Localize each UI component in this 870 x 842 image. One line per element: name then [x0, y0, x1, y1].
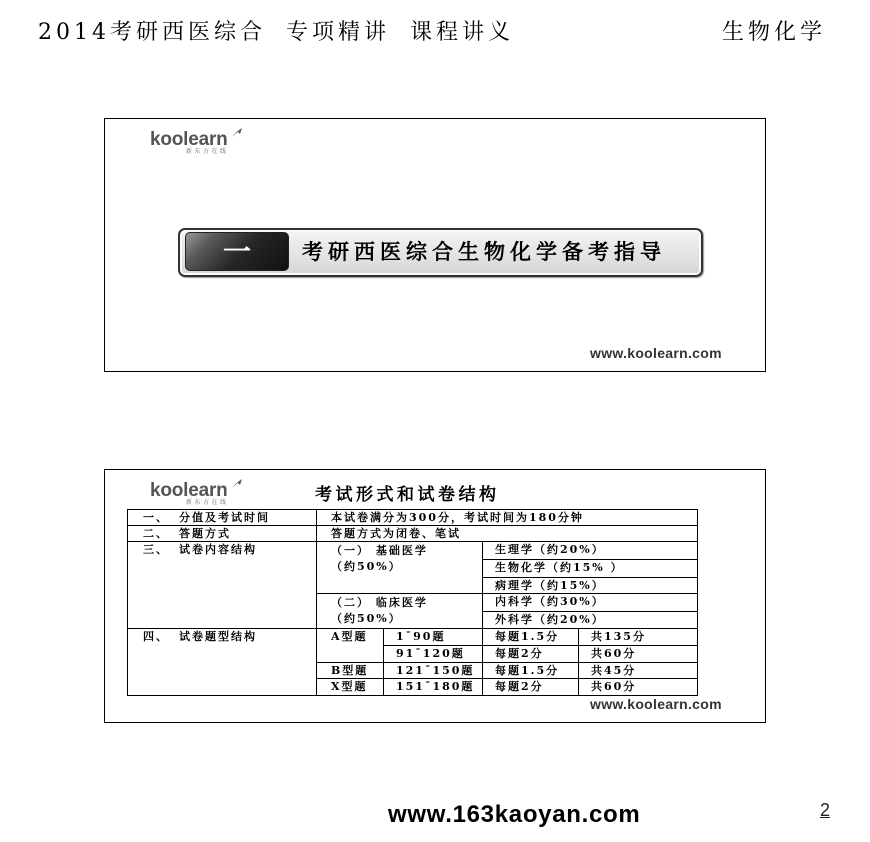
koolearn-logo	[150, 470, 260, 510]
row-label-cell	[128, 629, 317, 696]
row-label: 分值及考试时间	[179, 511, 270, 524]
question-type-cell: A型题	[317, 629, 384, 663]
slide-website: www.koolearn.com	[590, 345, 722, 361]
row-number: 四、	[143, 630, 169, 643]
content-group-cell	[317, 542, 483, 594]
slide-cover	[104, 118, 766, 372]
points-total-cell: 共45分	[579, 663, 698, 679]
points-each-cell: 每题1.5分	[483, 663, 579, 679]
subject-cell: 生理学（约20%）	[483, 542, 698, 560]
table-row-content	[128, 542, 698, 560]
table-row-answer-mode	[128, 526, 698, 542]
question-range-cell: 91¯120题	[384, 646, 483, 663]
slide-exam-structure	[104, 469, 766, 723]
content-group-name: （二） 临床医学	[331, 596, 428, 609]
table-row-question-type	[128, 629, 698, 646]
header-subject: 生物化学	[722, 20, 827, 45]
row-number: 三、	[143, 543, 169, 556]
question-type-cell: B型题	[317, 663, 384, 679]
koolearn-logo	[150, 119, 260, 159]
header-doc-type: 课程讲义	[410, 20, 515, 45]
content-group-share: （约50%）	[331, 612, 402, 625]
subject-cell: 内科学（约30%）	[483, 594, 698, 612]
logo-tagline: 新东方在线	[186, 148, 229, 155]
answer-mode-value: 答题方式为闭卷、笔试	[317, 526, 698, 542]
logo-wordmark: koolearn	[150, 129, 228, 150]
row-label: 答题方式	[179, 527, 231, 540]
slide-website: www.koolearn.com	[590, 696, 722, 712]
row-label: 试卷内容结构	[179, 543, 257, 556]
section-number: 一	[185, 232, 289, 271]
points-each-cell: 每题2分	[483, 646, 579, 663]
question-range-cell: 1¯90题	[384, 629, 483, 646]
question-range-cell: 151¯180题	[384, 679, 483, 696]
header-course-name: 2014考研西医综合	[38, 20, 266, 45]
content-group-cell	[317, 594, 483, 629]
logo-tagline: 新东方在线	[186, 499, 229, 506]
slide-title: 考试形式和试卷结构	[315, 485, 500, 505]
points-each-cell: 每题2分	[483, 679, 579, 696]
koolearn-swoosh-icon	[232, 128, 243, 138]
footer-website: www.163kaoyan.com	[388, 801, 641, 828]
content-group-name: （一） 基础医学	[331, 544, 428, 557]
row-label: 试卷题型结构	[179, 630, 257, 643]
score-time-value: 本试卷满分为300分，考试时间为180分钟	[317, 510, 698, 526]
koolearn-swoosh-icon	[232, 479, 243, 489]
points-each-cell: 每题1.5分	[483, 629, 579, 646]
row-label-cell	[128, 542, 317, 629]
page-number: 2	[820, 800, 831, 820]
question-type-cell: X型题	[317, 679, 384, 696]
subject-cell: 外科学（约20%）	[483, 612, 698, 629]
logo-wordmark: koolearn	[150, 480, 228, 501]
header-course-type: 专项精讲	[286, 20, 391, 45]
points-total-cell: 共60分	[579, 646, 698, 663]
content-group-share: （约50%）	[331, 560, 402, 573]
row-number: 二、	[143, 527, 169, 540]
course-header-title	[38, 19, 514, 47]
points-total-cell: 共135分	[579, 629, 698, 646]
subject-cell: 生物化学（约15% ）	[483, 560, 698, 578]
points-total-cell: 共60分	[579, 679, 698, 696]
row-number: 一、	[143, 511, 169, 524]
section-title: 考研西医综合生物化学备考指导	[302, 239, 666, 264]
row-label-cell	[128, 526, 317, 542]
table-row-score-time	[128, 510, 698, 526]
subject-cell: 病理学（约15%）	[483, 578, 698, 594]
section-banner	[178, 228, 703, 277]
exam-structure-table	[127, 509, 698, 696]
row-label-cell	[128, 510, 317, 526]
question-range-cell: 121¯150题	[384, 663, 483, 679]
